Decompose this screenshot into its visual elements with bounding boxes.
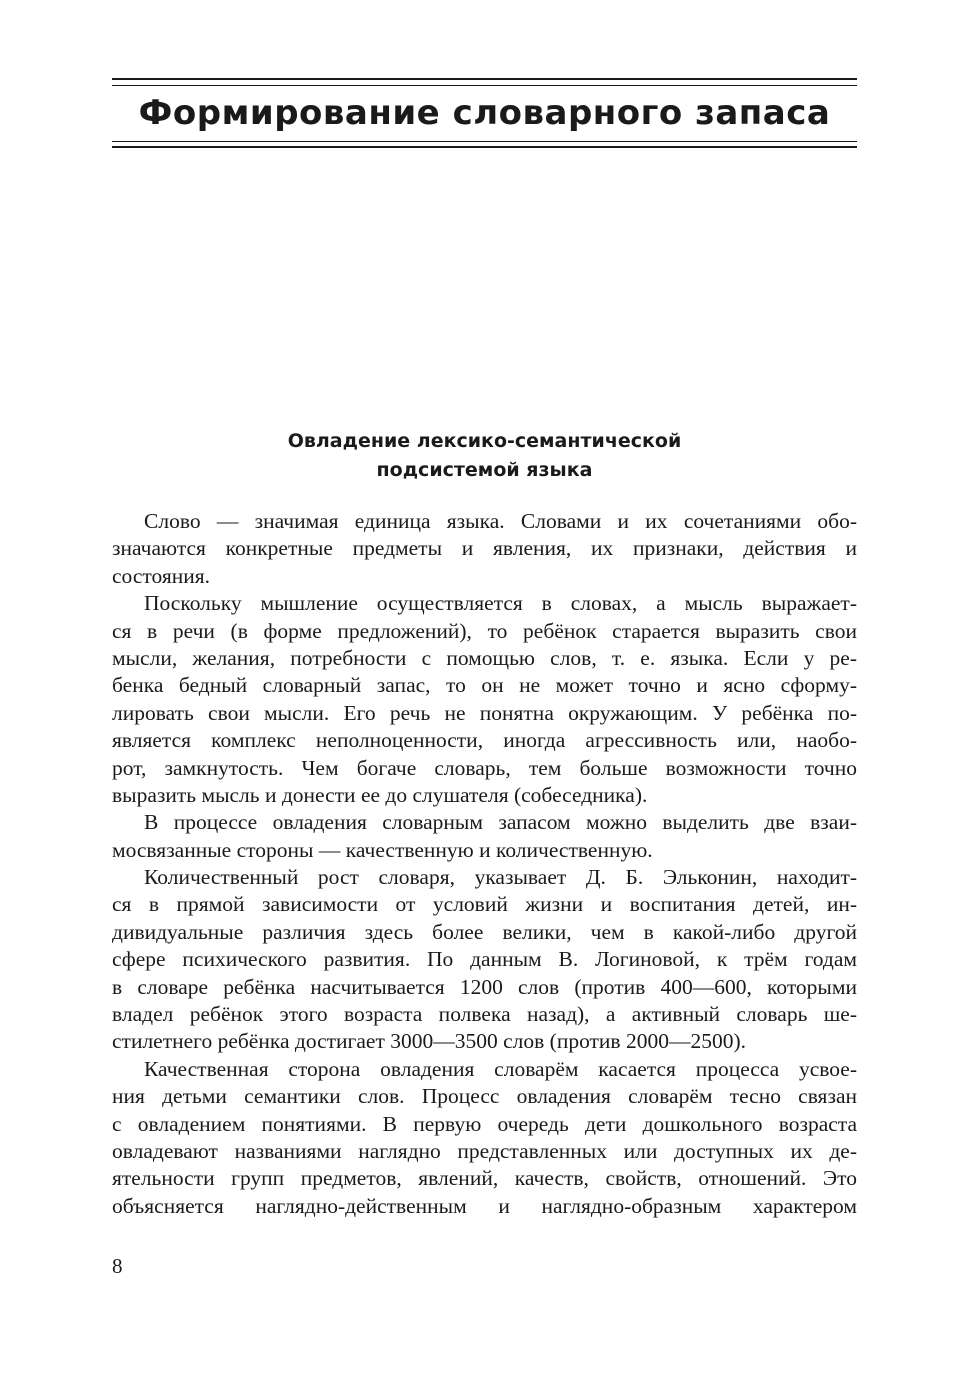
- text-line: рот, замкнутость. Чем богаче словарь, тем больше возможности точно: [112, 755, 857, 780]
- text-line: объясняется наглядно-действенным и наглядно-образным характером: [112, 1193, 857, 1218]
- text-line: бенка бедный словарный запас, то он не может точно и ясно сформу-: [112, 673, 857, 698]
- paragraph: [112, 508, 857, 590]
- text-line: ся в прямой зависимости от условий жизни и воспитания детей, ин-: [112, 892, 857, 917]
- text-line: стилетнего ребёнка достигает 3000—3500 слов (против 2000—2500).: [112, 1029, 746, 1054]
- section-title-line: Овладение лексико-семантической: [287, 430, 682, 452]
- section-title: [112, 427, 857, 485]
- header-rule-bottom-thick: [112, 146, 857, 148]
- text-line: состояния.: [112, 563, 210, 588]
- header-rule-top-thin: [112, 85, 857, 86]
- text-line: значаются конкретные предметы и явления, их признаки, действия и: [112, 536, 857, 561]
- text-line: дивидуальные различия здесь более велики, чем в какой-либо другой: [112, 919, 857, 944]
- page-number: 8: [112, 1254, 123, 1278]
- text-line: Количественный рост словаря, указывает Д. Б. Эльконин, находит-: [144, 865, 857, 890]
- body-text: [112, 508, 857, 1220]
- header-rule-bottom-thin: [112, 141, 857, 142]
- text-line: лировать свои мысли. Его речь не понятна окружающим. У ребёнка по-: [112, 700, 857, 725]
- text-line: Поскольку мышление осуществляется в словах, а мысль выражает-: [144, 591, 857, 616]
- text-line: ния детьми семантики слов. Процесс овладения словарём тесно связан: [112, 1084, 857, 1109]
- text-line: мысли, желания, потребности с помощью слов, т. е. языка. Если у ре-: [112, 645, 857, 670]
- text-line: с овладением понятиями. В первую очередь дети дошкольного возраста: [112, 1111, 857, 1136]
- text-line: выразить мысль и донести ее до слушателя (собеседника).: [112, 782, 648, 807]
- text-line: В процессе овладения словарным запасом можно выделить две взаи-: [144, 810, 857, 835]
- paragraph: [112, 1056, 857, 1220]
- paragraph: [112, 809, 857, 864]
- section-title-line: подсистемой языка: [376, 459, 593, 481]
- text-line: ятельности групп предметов, явлений, качеств, свойств, отношений. Это: [112, 1166, 857, 1191]
- text-line: Слово — значимая единица языка. Словами и их сочетаниями обо-: [144, 509, 857, 533]
- text-line: владел ребёнок этого возраста полвека назад), а активный словарь ше-: [112, 1002, 857, 1027]
- chapter-title: Формирование словарного запаса: [138, 93, 831, 133]
- text-line: овладевают названиями наглядно представленных или доступных их де-: [112, 1138, 857, 1163]
- text-line: мосвязанные стороны — качественную и количественную.: [112, 837, 653, 862]
- header-rule-top-thick: [112, 78, 857, 80]
- paragraph: [112, 590, 857, 809]
- paragraph: [112, 864, 857, 1056]
- text-line: является комплекс неполноценности, иногда агрессивность или, наобо-: [112, 728, 857, 753]
- text-line: Качественная сторона овладения словарём касается процесса усвое-: [144, 1056, 857, 1081]
- text-line: ся в речи (в форме предложений), то ребёнок старается выразить свои: [112, 618, 857, 643]
- text-line: сфере психического развития. По данным В. Логиновой, к трём годам: [112, 947, 857, 972]
- text-line: в словаре ребёнка насчитывается 1200 слов (против 400—600, которыми: [112, 974, 857, 999]
